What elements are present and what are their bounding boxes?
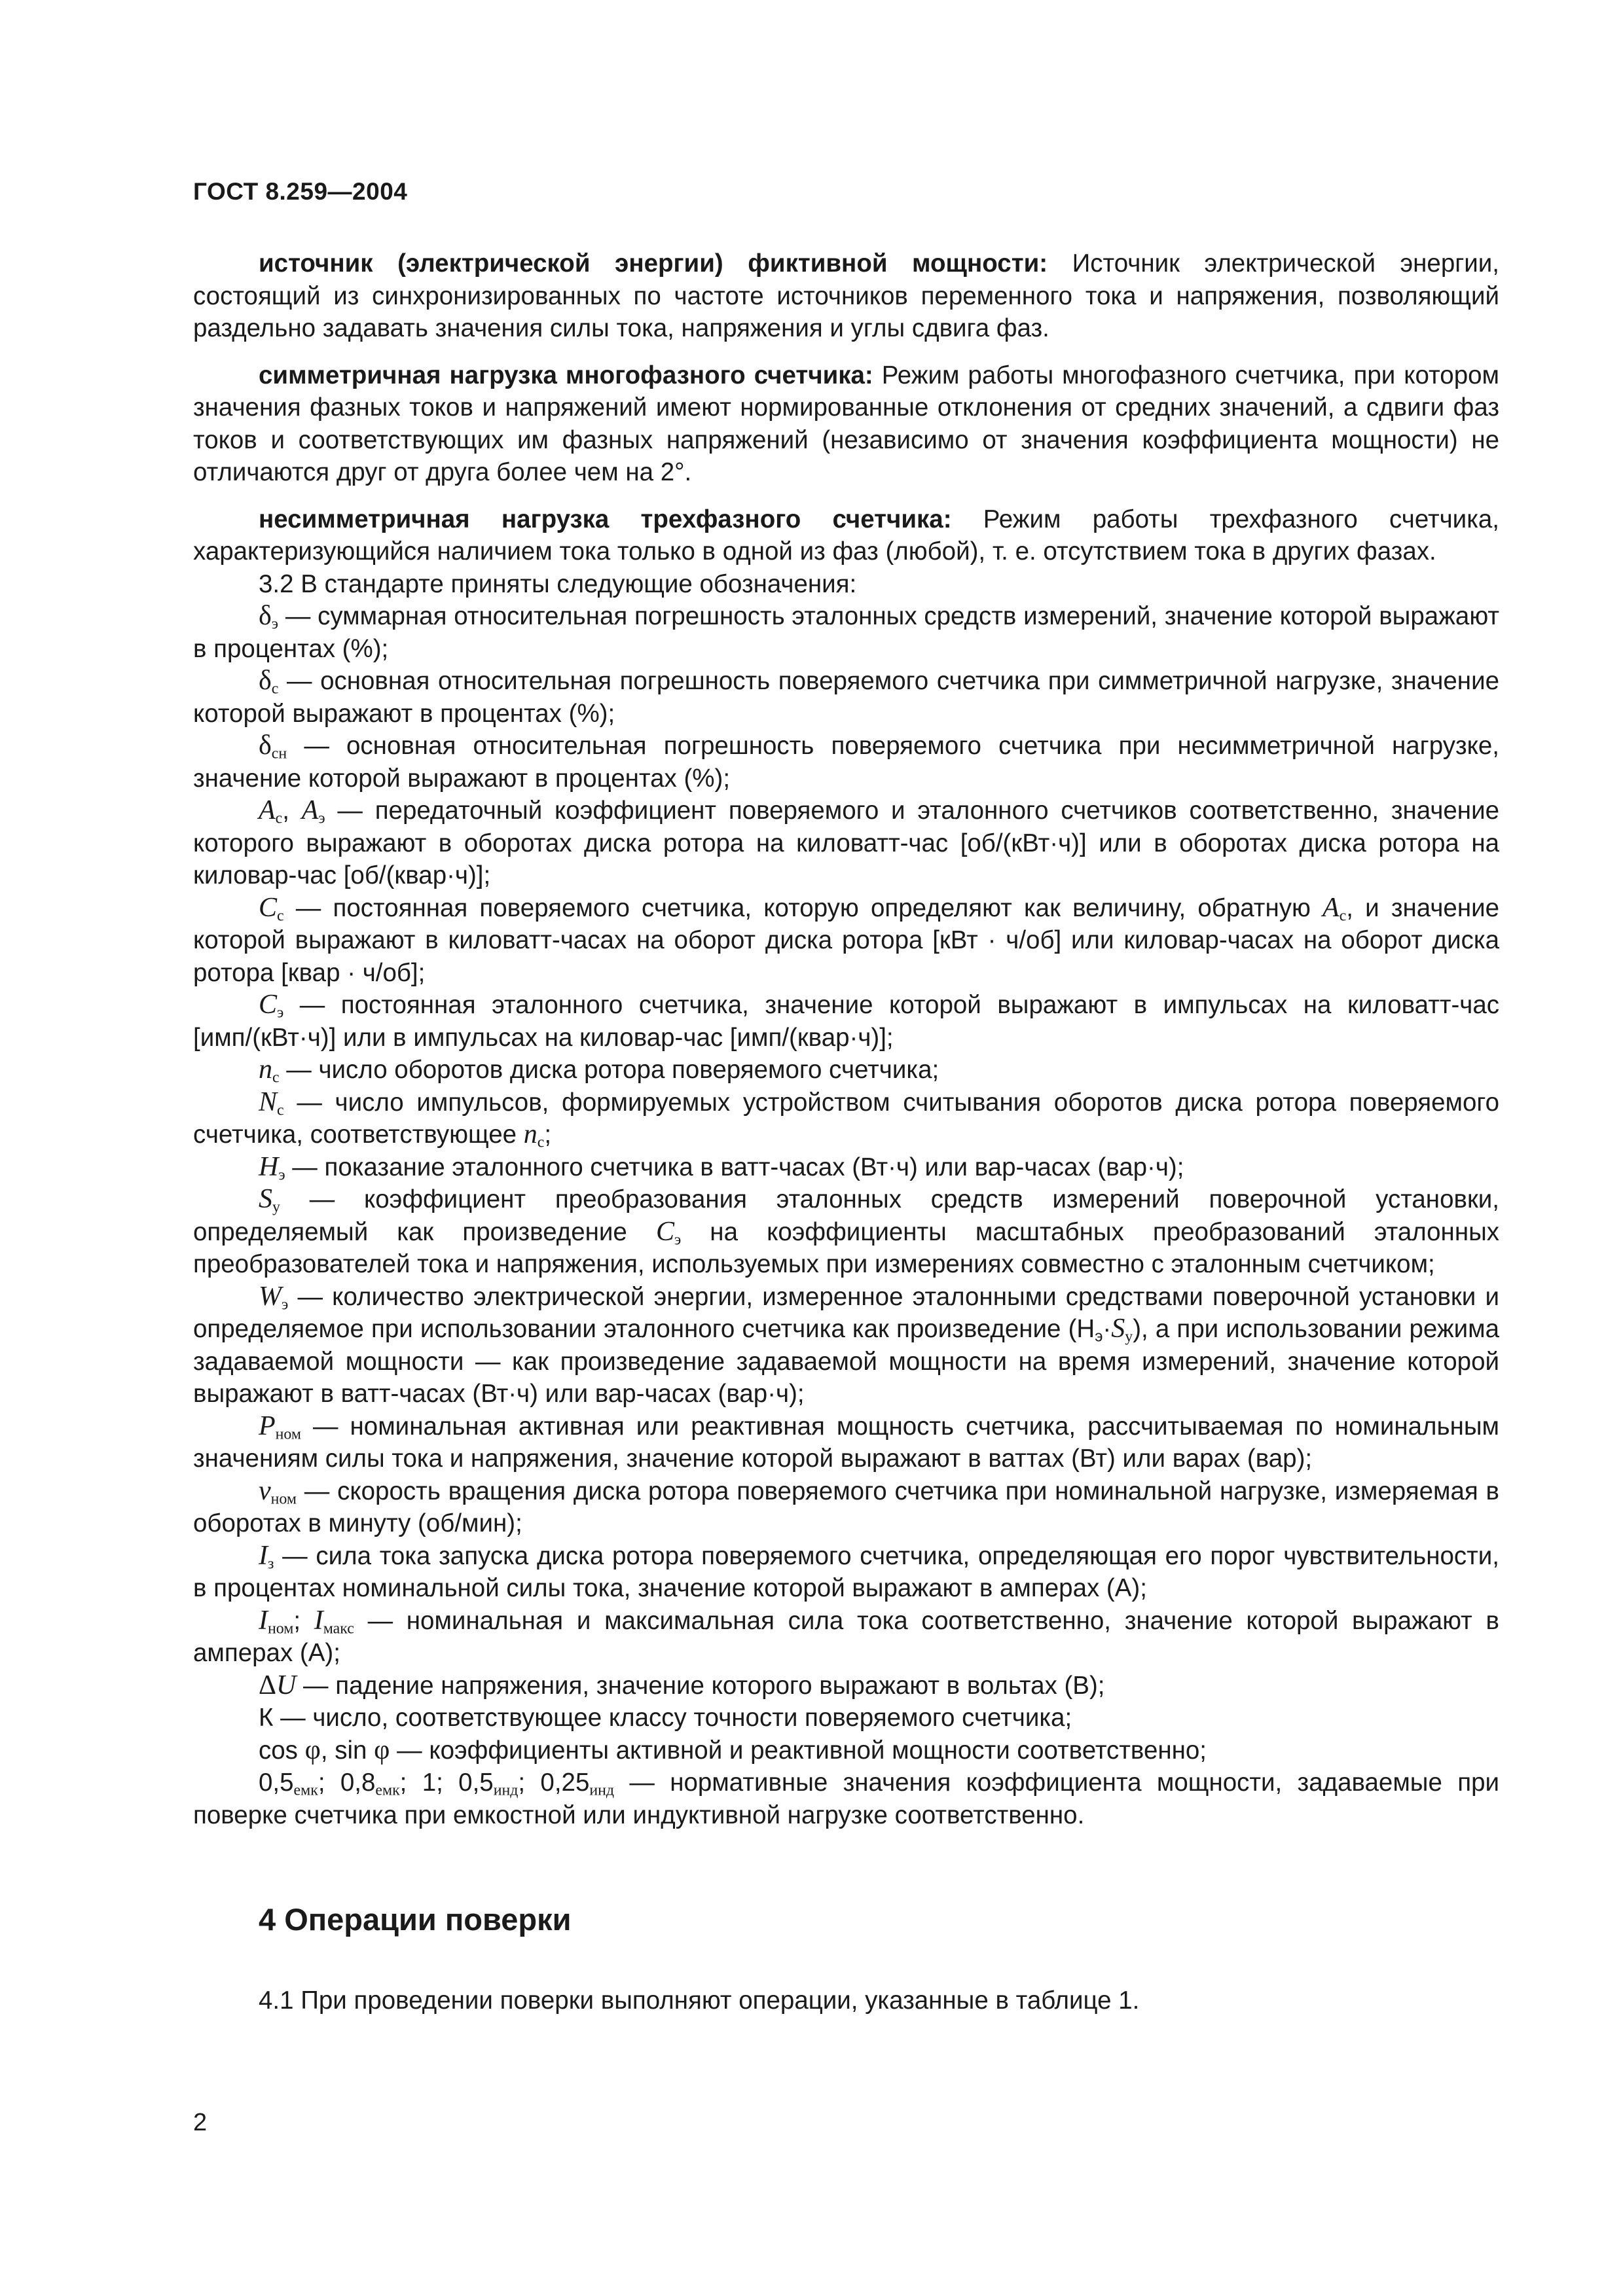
- reference-subscript: э: [674, 1231, 682, 1249]
- symbol-description: ;: [544, 1121, 552, 1149]
- reference-subscript: с: [1339, 907, 1347, 925]
- sin-label: , sin: [320, 1736, 374, 1765]
- pf-value: 0,25: [540, 1768, 590, 1797]
- symbol-I-nom-max: [193, 1605, 1499, 1670]
- symbol-description: — сила тока запуска диска ротора поверяемого счетчика, определяющая его порог чувствительности, в процентах номинальной силы тока, значение которой выражают в амперах (А);: [193, 1541, 1499, 1602]
- pf-subscript: инд: [493, 1782, 519, 1799]
- symbol-subscript: с: [275, 810, 283, 827]
- term: источник (электрической энергии) фиктивной мощности:: [259, 249, 1048, 278]
- product-dot: ·: [1103, 1315, 1112, 1343]
- symbol-description: — номинальная и максимальная сила тока соответственно, значение которой выражают в амперах (А);: [193, 1606, 1499, 1667]
- symbol-description: — число импульсов, формируемых устройством считывания оборотов диска ротора поверяемого счетчика, соответствующее: [193, 1088, 1499, 1149]
- phi-symbol: φ: [374, 1734, 390, 1765]
- separator: ; 1;: [399, 1768, 459, 1797]
- symbol-subscript: с: [277, 1102, 284, 1119]
- symbol-description: — постоянная поверяемого счетчика, которую определяют как величину, обратную: [283, 893, 1323, 922]
- symbol-subscript: с: [272, 1069, 280, 1086]
- symbol-description: — число оборотов диска ротора поверяемого счетчика;: [279, 1056, 939, 1084]
- phi-symbol: φ: [304, 1734, 321, 1765]
- symbol: C: [259, 990, 278, 1020]
- symbol-description: — нормативные значения коэффициента мощности, задаваемые при поверке счетчика при емкостной или индуктивной нагрузке соответственно.: [193, 1768, 1499, 1829]
- symbol-delta-e: [193, 600, 1499, 665]
- symbol-description: — коэффициенты активной и реактивной мощности соответственно;: [390, 1736, 1207, 1765]
- reference-symbol: A: [1322, 892, 1340, 923]
- reference-symbol: n: [523, 1119, 538, 1149]
- symbol: δ: [259, 601, 272, 631]
- symbol: H: [259, 1151, 279, 1182]
- product-subscript: э: [1095, 1327, 1103, 1346]
- symbol-description: — скорость вращения диска ротора поверяемого счетчика при номинальной нагрузке, измеряемая в оборотах в минуту (об/мин);: [193, 1477, 1499, 1537]
- symbol-v-nom: [193, 1475, 1499, 1540]
- symbol-subscript: э: [318, 810, 325, 827]
- reference-subscript: с: [537, 1134, 545, 1151]
- symbol-description: — коэффициент преобразования эталонных средств измерений поверочной установки, определяемый как произведение: [193, 1185, 1499, 1246]
- separator: ;: [318, 1768, 340, 1797]
- symbol-subscript: сн: [271, 745, 287, 762]
- symbol-H-e: [193, 1151, 1499, 1184]
- definition-asymmetric-load: [193, 503, 1499, 568]
- symbol-P-nom: [193, 1410, 1499, 1475]
- symbol-subscript: ном: [268, 1620, 294, 1638]
- symbol: P: [259, 1410, 276, 1441]
- symbol: δ: [259, 666, 272, 696]
- symbol: W: [259, 1281, 282, 1312]
- symbol-subscript: с: [271, 680, 279, 698]
- symbol-delta-c: [193, 665, 1499, 730]
- symbol-cos-sin: [193, 1734, 1499, 1767]
- separator: ;: [293, 1606, 314, 1635]
- symbol-delta-U: [193, 1670, 1499, 1702]
- symbol: I: [314, 1605, 323, 1636]
- symbol-description: — основная относительная погрешность поверяемого счетчика при симметричной нагрузке, значение которой выражают в процентах (%);: [193, 667, 1499, 728]
- symbol-K: К — число, соответствующее классу точности поверяемого счетчика;: [259, 1704, 1072, 1732]
- symbol-description: — количество электрической энергии, измеренное эталонными средствами поверочной установки и определяемое при использовании эталонного счетчика как произведение (Н: [193, 1282, 1499, 1343]
- pf-value: 0,5: [458, 1768, 494, 1797]
- delta-sign: Δ: [259, 1670, 277, 1700]
- pf-subscript: емк: [375, 1782, 400, 1799]
- section-4-title: 4 Операции поверки: [259, 1902, 572, 1937]
- product-symbol: S: [1111, 1314, 1125, 1344]
- symbol: S: [259, 1184, 272, 1214]
- symbol-subscript: э: [282, 1296, 289, 1314]
- pf-subscript: емк: [293, 1782, 318, 1799]
- symbol-I-z: [193, 1540, 1499, 1605]
- product-subscript: у: [1125, 1328, 1133, 1346]
- symbol-description: — суммарная относительная погрешность эталонных средств измерений, значение которой выражают в процентах (%);: [193, 602, 1499, 663]
- symbol-transfer-coefficient: [193, 795, 1499, 892]
- symbol: v: [259, 1475, 271, 1506]
- definition-symmetric-load: [193, 359, 1499, 489]
- cos-label: cos: [259, 1736, 305, 1765]
- symbol: N: [259, 1086, 278, 1117]
- symbol-subscript: э: [271, 615, 279, 633]
- separator: ,: [282, 797, 302, 825]
- symbol-n-c: [193, 1054, 1499, 1086]
- clause-4-1: 4.1 При проведении поверки выполняют операции, указанные в таблице 1.: [259, 1986, 1140, 2015]
- document-code-header: ГОСТ 8.259—2004: [193, 178, 408, 205]
- symbol: A: [301, 795, 319, 825]
- symbol-description: на коэффициенты масштабных преобразований эталонных преобразователей тока и напряжения, используемых при измерениях совместно с эталонным счетчиком;: [193, 1217, 1499, 1278]
- symbol-subscript: с: [277, 907, 284, 925]
- symbol-subscript: ном: [275, 1426, 301, 1443]
- symbol-N-c: [193, 1086, 1499, 1151]
- document-body: [193, 247, 1499, 1831]
- symbol: C: [259, 892, 278, 923]
- definition-text: Источник электрической энергии, состоящий из синхронизированных по частоте источников переменного тока и напряжения, позволяющий раздельно задавать значения силы тока, напряжения и углы сдвига фаз.: [193, 249, 1499, 342]
- reference-symbol: C: [655, 1216, 674, 1247]
- symbol-subscript: э: [277, 1004, 284, 1022]
- symbol-subscript: у: [272, 1198, 280, 1216]
- pf-value: 0,5: [259, 1768, 294, 1797]
- symbol-subscript: э: [278, 1166, 285, 1184]
- definition-text: Режим работы трехфазного счетчика, характеризующийся наличием тока только в одной из фаз (любой), т. е. отсутствием тока в других фазах.: [193, 505, 1499, 565]
- symbol: U: [276, 1670, 297, 1700]
- pf-subscript: инд: [589, 1782, 615, 1799]
- symbol-c-e: [193, 989, 1499, 1054]
- symbol-delta-cn: [193, 730, 1499, 795]
- symbol-description: — постоянная эталонного счетчика, значение которой выражают в импульсах на киловатт-час [имп/(кВт·ч)] или в импульсах на киловар-час [имп/(квар·ч)];: [193, 991, 1499, 1052]
- clause-3-2: 3.2 В стандарте приняты следующие обозначения:: [259, 569, 857, 598]
- symbol-subscript: макс: [323, 1620, 354, 1638]
- page-number: 2: [193, 2109, 208, 2136]
- definition-text: Режим работы многофазного счетчика, при котором значения фазных токов и напряжений имеют нормированные отклонения от средних значений, а сдвиги фаз токов и соответствующих им фазных напряжений (независимо от значения коэффициента мощности) не отличаются друг от друга более чем на 2°.: [193, 361, 1500, 486]
- power-factor-values: [193, 1767, 1499, 1831]
- term: несимметричная нагрузка трехфазного счетчика:: [259, 505, 952, 533]
- symbol-description: ), а при использовании режима задаваемой мощности — как произведение задаваемой мощности на время измерений, значение которой выражают в ватт-часах (Вт·ч) или вар-часах (вар·ч);: [193, 1315, 1499, 1408]
- definition-fictitious-power-source: [193, 247, 1499, 345]
- symbol-description: — основная относительная погрешность поверяемого счетчика при несимметричной нагрузке, значение которой выражают в процентах (%);: [193, 732, 1499, 793]
- symbol-description: — показание эталонного счетчика в ватт-часах (Вт·ч) или вар-часах (вар·ч);: [285, 1153, 1184, 1181]
- symbol-subscript: з: [268, 1555, 274, 1573]
- symbol: A: [259, 795, 276, 825]
- pf-value: 0,8: [340, 1768, 376, 1797]
- term: симметричная нагрузка многофазного счетчика:: [259, 361, 873, 389]
- symbol-description: — падение напряжения, значение которого выражают в вольтах (В);: [296, 1671, 1105, 1700]
- symbol: δ: [259, 730, 272, 761]
- symbol-description: , и значение которой выражают в киловатт-часах на оборот диска ротора [кВт · ч/об] или киловар-часах на оборот диска ротора [квар · ч/об];: [193, 893, 1499, 987]
- symbol-description: — передаточный коэффициент поверяемого и эталонного счетчиков соответственно, значение которого выражают в оборотах диска ротора на киловатт-час [об/(кВт·ч)] или в оборотах диска ротора на киловар-час [об/(квар·ч)];: [193, 797, 1499, 889]
- symbol: I: [259, 1540, 268, 1571]
- symbol-S-y: [193, 1183, 1499, 1281]
- symbol-description: — номинальная активная или реактивная мощность счетчика, рассчитываемая по номинальным значениям силы тока и напряжения, значение которой выражают в ваттах (Вт) или варах (вар);: [193, 1412, 1499, 1473]
- symbol-c-c: [193, 892, 1499, 990]
- symbol: n: [259, 1054, 272, 1085]
- separator: ;: [518, 1768, 541, 1797]
- symbol-W-e: [193, 1281, 1499, 1410]
- symbol: I: [259, 1605, 268, 1636]
- symbol-subscript: ном: [270, 1490, 297, 1508]
